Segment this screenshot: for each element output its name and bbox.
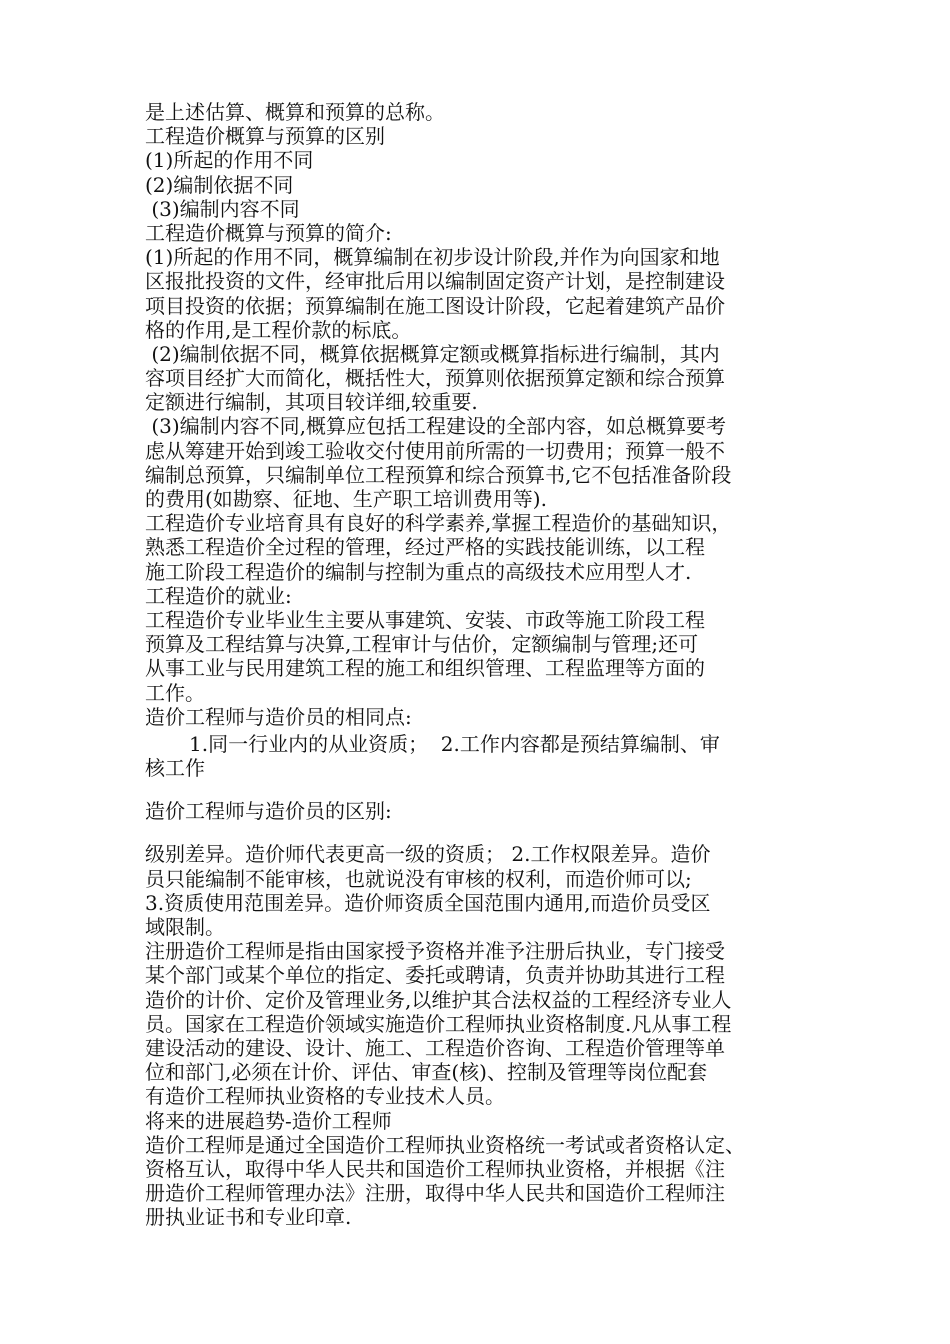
text-line: 定额进行编制，其项目较详细,较重要. xyxy=(145,390,478,415)
text-line: 熟悉工程造价全过程的管理，经过严格的实践技能训练，以工程 xyxy=(145,535,705,560)
text-line: 施工阶段工程造价的编制与控制为重点的高级技术应用型人才. xyxy=(145,559,692,584)
text-line: 级别差异。造价师代表更高一级的资质； 2.工作权限差异。造价 xyxy=(145,842,711,867)
text-line: 1.同一行业内的从业资质； 2.工作内容都是预结算编制、审 xyxy=(189,731,720,756)
list-item: (3)编制内容不同 xyxy=(145,196,300,221)
text-line: (1)所起的作用不同，概算编制在初步设计阶段,并作为向国家和地 xyxy=(145,245,720,270)
text-line: 项目投资的依据；预算编制在施工图设计阶段，它起着建筑产品价 xyxy=(145,293,725,318)
list-item: (1)所起的作用不同 xyxy=(145,148,314,173)
section-heading: 造价工程师与造价员的相同点: xyxy=(145,704,412,729)
text-line: 核工作 xyxy=(145,756,205,781)
text-line: 的费用(如勘察、征地、生产职工培训费用等). xyxy=(145,487,547,511)
text-line: 造价的计价、定价及管理业务,以维护其合法权益的工程经济专业人 xyxy=(145,987,732,1012)
text-line: 某个部门或某个单位的指定、委托或聘请，负责并协助其进行工程 xyxy=(145,963,725,988)
document-body xyxy=(145,100,825,1229)
text-line: 建设活动的建设、设计、施工、工程造价咨询、工程造价管理等单 xyxy=(145,1035,725,1060)
section-heading: 将来的进展趋势-造价工程师 xyxy=(145,1108,392,1133)
section-heading: 工程造价概算与预算的简介: xyxy=(145,220,392,245)
text-line: 位和部门,必须在计价、评估、审查(核)、控制及管理等岗位配套 xyxy=(145,1060,707,1085)
text-line: 册造价工程师管理办法》注册，取得中华人民共和国造价工程师注 xyxy=(145,1181,725,1206)
text-line: 工作。 xyxy=(145,680,205,705)
text-line: 造价工程师是通过全国造价工程师执业资格统一考试或者资格认定、 xyxy=(145,1132,745,1157)
text-line: 注册造价工程师是指由国家授予资格并准予注册后执业，专门接受 xyxy=(145,939,725,964)
section-heading: 工程造价的就业: xyxy=(145,583,292,608)
text-line: 册执业证书和专业印章. xyxy=(145,1205,352,1230)
text-line: 资格互认，取得中华人民共和国造价工程师执业资格，并根据《注 xyxy=(145,1156,725,1181)
text-line: 编制总预算，只编制单位工程预算和综合预算书,它不包括准备阶段 xyxy=(145,462,732,487)
text-line: 从事工业与民用建筑工程的施工和组织管理、工程监理等方面的 xyxy=(145,656,705,681)
text-line: 工程造价专业培育具有良好的科学素养,掌握工程造价的基础知识， xyxy=(145,511,732,536)
text-line: (2)编制依据不同，概算依据概算定额或概算指标进行编制，其内 xyxy=(145,341,720,366)
text-line: 员只能编制不能审核，也就说没有审核的权利，而造价师可以; xyxy=(145,866,692,891)
text-line: 工程造价专业毕业生主要从事建筑、安装、市政等施工阶段工程 xyxy=(145,607,705,632)
section-heading: 造价工程师与造价员的区别: xyxy=(145,799,392,824)
section-heading: 工程造价概算与预算的区别 xyxy=(145,124,385,149)
text-line: 区报批投资的文件，经审批后用以编制固定资产计划，是控制建设 xyxy=(145,269,725,294)
text-line: (3)编制内容不同,概算应包括工程建设的全部内容，如总概算要考 xyxy=(145,414,727,439)
text-line: 3.资质使用范围差异。造价师资质全国范围内通用,而造价员受区 xyxy=(145,890,711,915)
text-line: 域限制。 xyxy=(145,915,225,939)
list-item: (2)编制依据不同 xyxy=(145,172,294,197)
text-line: 格的作用,是工程价款的标底。 xyxy=(145,317,412,342)
text-line: 有造价工程师执业资格的专业技术人员。 xyxy=(145,1084,505,1109)
text-line: 预算及工程结算与决算,工程审计与估价，定额编制与管理;还可 xyxy=(145,632,699,657)
text-line: 员。国家在工程造价领域实施造价工程师执业资格制度.凡从事工程 xyxy=(145,1011,732,1036)
text-line: 容项目经扩大而简化，概括性大，预算则依据预算定额和综合预算 xyxy=(145,366,725,391)
text-line: 虑从筹建开始到竣工验收交付使用前所需的一切费用；预算一般不 xyxy=(145,438,725,463)
text-line: 是上述估算、概算和预算的总称。 xyxy=(145,100,445,124)
